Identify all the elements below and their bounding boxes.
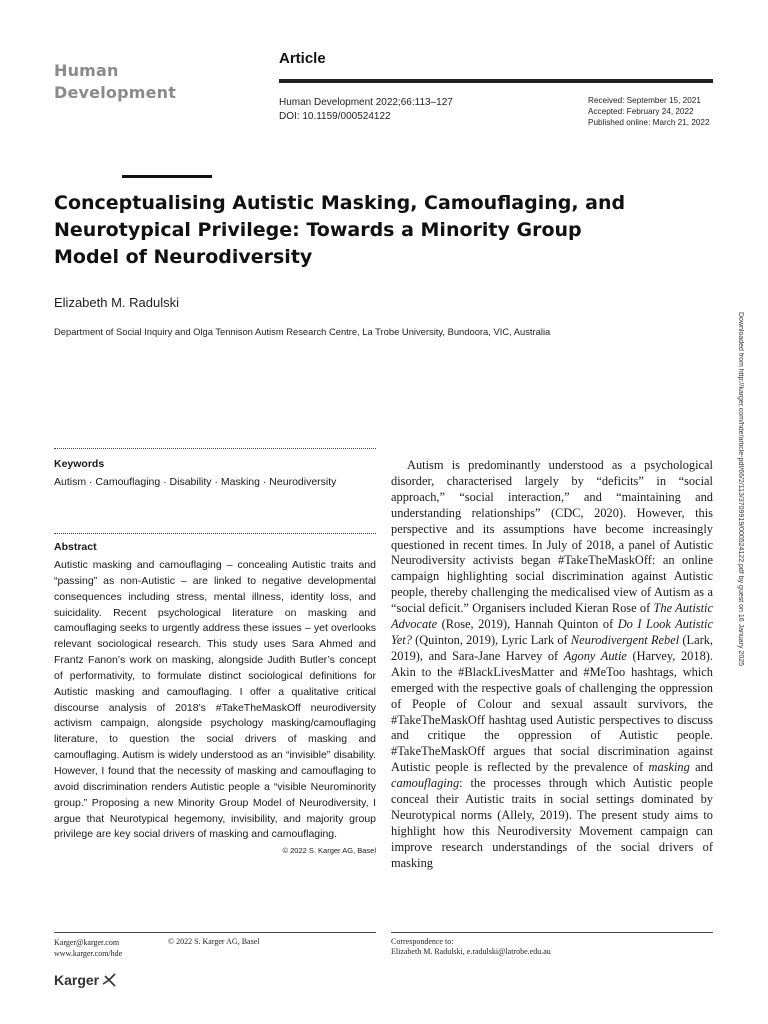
karger-mark-icon (101, 972, 117, 988)
section-label: Article (279, 50, 326, 67)
journal-logo (54, 60, 176, 104)
published-date: Published online: March 21, 2022 (588, 118, 710, 127)
journal-name-line1: Human (54, 61, 119, 80)
footer-email-link[interactable]: Karger@karger.com (54, 938, 120, 947)
received-date: Received: September 15, 2021 (588, 96, 701, 105)
correspondence-label: Correspondence to: (391, 937, 454, 946)
footer-divider-left (54, 932, 376, 933)
footer-divider-right (391, 932, 713, 933)
author-name: Elizabeth M. Radulski (54, 295, 179, 310)
title-rule (122, 175, 212, 178)
body-italic-run: masking (648, 760, 690, 775)
abstract-text: Autistic masking and camouflaging – concealing Autistic traits and “passing” as non-Autistic – are linked to negative developmental consequences including stress, mental illness, identity loss, and suicidality. Recent psychological literature on masking and camouflaging seeks to urgently address these issues – yet overlooks relevant sociological research. This study uses Sara Ahmed and Frantz Fanon’s work on masking, alongside Judith Butler’s concept of performativity, to formulate distinct sociological definitions for Autistic masking and camouflaging. I offer a qualitative critical discourse analysis of 2018’s #TakeTheMaskOff neurodiversity activism campaign, alongside psychology masking/camouflaging literature, to question the social drivers of masking and camouflaging. Autism is widely understood as an “invisible” disability. However, I found that the necessity of masking and camouflaging to avoid discrimination renders Autistic people a “visible Neurominority group.” Proposing a new Minority Group Model of Neurodiversity, I argue that Neurotypical hegemony, invisibility, and majority group privilege are key social drivers of masking and camouflaging. (54, 559, 376, 841)
body-italic-run: Agony Autie (563, 648, 627, 663)
body-italic-run: Do I Look Autistic Yet? (391, 617, 713, 647)
journal-name-line2: Development (54, 83, 177, 102)
keywords-divider (54, 448, 376, 449)
body-text-run: Autism is predominantly understood as a psychological disorder, characterised largely by “deficits” in “social approach,” “social interaction,” and “maintaining and understanding relationships” (CDC, 2020). However, this perspective and its assumptions have become increasingly questioned in recent times. In July of 2018, a panel of Autistic Neurodiversity activists began #TakeTheMaskOff: an online campaign highlighting social discrimination against Autistic people, thereby challenging the medicalised view of Autism as a “social deficit.” Organisers included Kieran Rose of (391, 458, 713, 616)
author-affiliation: Department of Social Inquiry and Olga Tennison Autism Research Centre, La Trobe University, Bundoora, VIC, Australia (54, 326, 551, 337)
body-italic-run: The Autistic Advocate (391, 601, 713, 632)
abstract-heading: Abstract (54, 541, 97, 553)
accepted-date: Accepted: February 24, 2022 (588, 107, 694, 116)
abstract-divider (54, 533, 376, 534)
article-title: Conceptualising Autistic Masking, Camouflaging, and Neurotypical Privilege: Towards a Minority Group Model of Neurodiversity (54, 192, 626, 268)
body-text-run: (Rose, 2019), Hannah Quinton of (437, 617, 618, 632)
body-italic-run: camouflaging (391, 776, 460, 791)
citation (279, 96, 453, 124)
body-text-run: : the processes through which Autistic people conceal their Autistic traits in social settings dominated by Neurotypical norms (Allely, 2019). The present study aims to highlight how this Neurodiversity Movement campaign can improve research understandings of the social drivers of masking (391, 776, 713, 870)
download-watermark (733, 312, 744, 692)
publisher-logo (54, 972, 117, 988)
body-text-run: (Harvey, 2018). Akin to the #BlackLivesMatter and #MeToo hashtags, which emerged with the respective goals of challenging the oppression of People of Colour and sexual assault survivors, the #TakeTheMaskOff hashtag used Autistic perspectives to discuss and critique the oppression of Autistic people. #TakeTheMaskOff argues that social discrimination against Autistic people is reflected by the prevalence of (391, 648, 713, 775)
keywords-heading: Keywords (54, 458, 105, 470)
body-text-run: and (689, 760, 713, 775)
footer-web-link[interactable]: www.karger.com/hde (54, 949, 123, 958)
footer-copyright: © 2022 S. Karger AG, Basel (168, 937, 260, 946)
publisher-logo-text: Karger (54, 972, 100, 988)
body-text-run: (Lark, 2019), and Sara-Jane Harvey of (391, 632, 713, 663)
correspondence-contact: Elizabeth M. Radulski, e.radulski@latrobe.edu.au (391, 947, 551, 956)
body-italic-run: Neurodivergent Rebel (570, 632, 680, 647)
download-watermark-text: Downloaded from http://karger.com/hde/article-pdf/66/2/113/3709919/000524122.pdf by guest on 16 January 2025 (737, 312, 744, 667)
publication-dates (588, 95, 710, 128)
body-text-run: (Quinton, 2019), Lyric Lark of (411, 632, 571, 647)
citation-volume: Human Development 2022;66:113–127 (279, 97, 453, 108)
abstract-body (54, 558, 376, 904)
abstract-copyright: © 2022 S. Karger AG, Basel (282, 846, 376, 856)
citation-doi[interactable]: DOI: 10.1159/000524122 (279, 111, 391, 122)
footer-contact (54, 937, 122, 959)
keywords-list: Autism · Camouflaging · Disability · Masking · Neurodiversity (54, 476, 337, 488)
correspondence (391, 937, 551, 957)
body-paragraph (391, 458, 713, 904)
header-rule (279, 79, 713, 83)
